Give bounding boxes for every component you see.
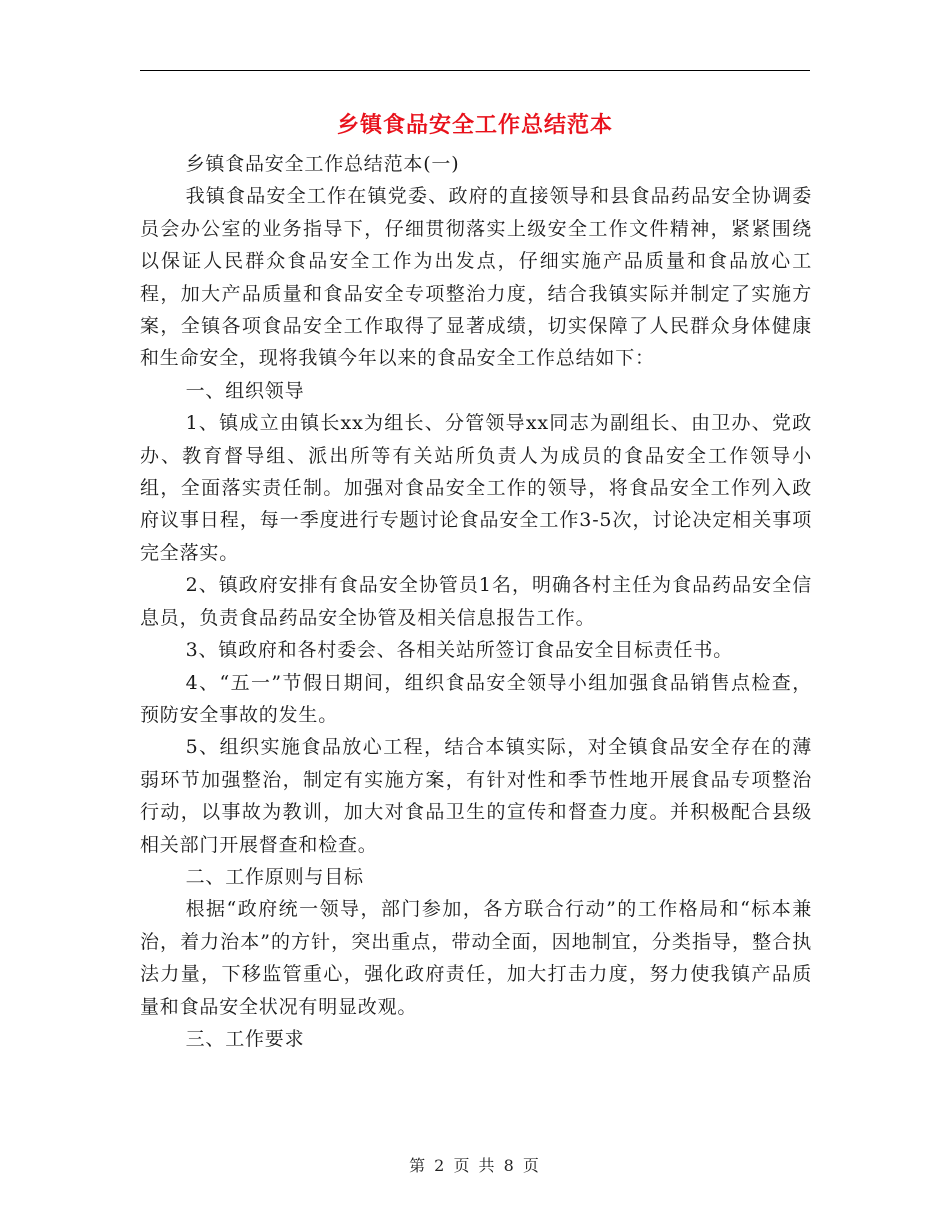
heading-organization: 一、组织领导	[185, 379, 305, 402]
paragraph-item-1: 1、镇成立由镇长xx为组长、分管领导xx同志为副组长、由卫办、党政办、教育督导组、派出所等有关站所负责人为成员的食品安全工作领导小组，全面落实责任制。加强对食品安全工作的领导，将食品安全工作列入政府议事日程，每一季度进行专题讨论食品安全工作3-5次，讨论决定相关事项完全落实。	[140, 412, 812, 564]
paragraph-item-4: 4、“五一”节假日期间，组织食品安全领导小组加强食品销售点检查，预防安全事故的发生。	[140, 671, 812, 726]
paragraph-intro: 我镇食品安全工作在镇党委、政府的直接领导和县食品药品安全协调委员会办公室的业务指导下，仔细贯彻落实上级安全工作文件精神，紧紧围绕以保证人民群众食品安全工作为出发点，仔细实施产品质量和食品放心工程，加大产品质量和食品安全专项整治力度，结合我镇实际并制定了实施方案，全镇各项食品安全工作取得了显著成绩，切实保障了人民群众身体健康和生命安全，现将我镇今年以来的食品安全工作总结如下：	[140, 185, 812, 370]
header-rule	[140, 70, 810, 71]
paragraph-item-5: 5、组织实施食品放心工程，结合本镇实际，对全镇食品安全存在的薄弱环节加强整治，制定有实施方案，有针对性和季节性地开展食品专项整治行动，以事故为教训，加大对食品卫生的宣传和督查力度。并积极配合县级相关部门开展督查和检查。	[140, 736, 812, 856]
paragraph-principles: 根据“政府统一领导，部门参加，各方联合行动”的工作格局和“标本兼治，着力治本”的方针，突出重点，带动全面，因地制宜，分类指导，整合执法力量，下移监管重心，强化政府责任，加大打击力度，努力使我镇产品质量和食品安全状况有明显改观。	[140, 898, 812, 1018]
heading-principles: 二、工作原则与目标	[185, 865, 364, 888]
paragraph-item-2: 2、镇政府安排有食品安全协管员1名，明确各村主任为食品药品安全信息员，负责食品药品安全协管及相关信息报告工作。	[140, 574, 812, 629]
heading-requirements: 三、工作要求	[185, 1027, 305, 1050]
paragraph-subtitle: 乡镇食品安全工作总结范本(一)	[185, 153, 460, 175]
page-number: 第 2 页 共 8 页	[409, 1156, 541, 1175]
paragraph-item-3: 3、镇政府和各村委会、各相关站所签订食品安全目标责任书。	[185, 639, 734, 662]
document-title: 乡镇食品安全工作总结范本	[336, 112, 613, 138]
document-body	[140, 148, 812, 1055]
